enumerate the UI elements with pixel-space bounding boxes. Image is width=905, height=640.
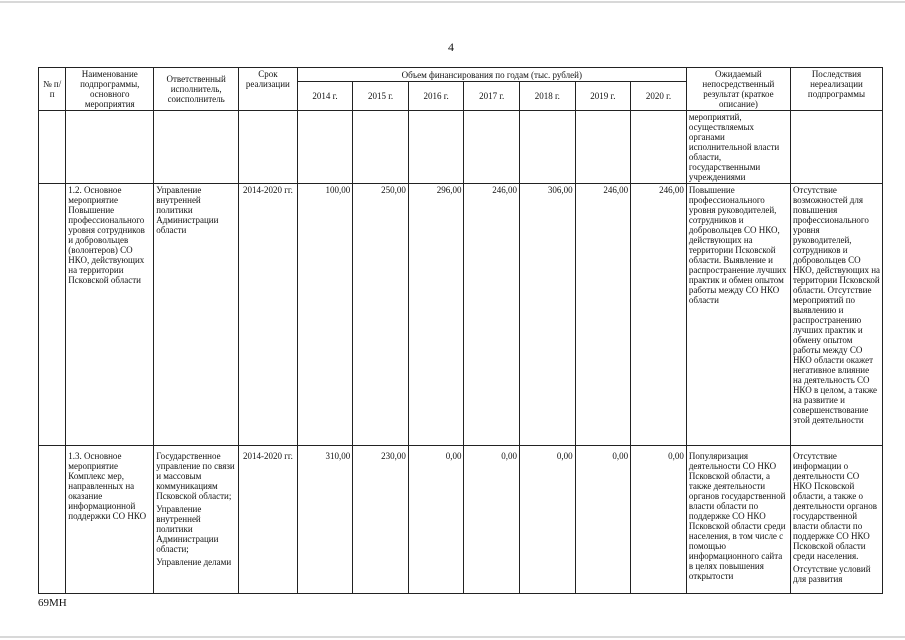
row-value: 250,00 xyxy=(353,184,409,446)
row-value: 0,00 xyxy=(464,446,520,594)
row-term: 2014-2020 гг. xyxy=(239,446,298,594)
row-num xyxy=(39,446,66,594)
header-consequences: Последствия нереализации подпрограммы xyxy=(790,68,882,111)
row-responsible xyxy=(154,111,239,184)
table-row xyxy=(39,184,883,446)
responsible-part: Управление делами xyxy=(156,557,232,567)
header-year: 2018 г. xyxy=(520,82,576,111)
row-value: 246,00 xyxy=(575,184,631,446)
row-result: Популяризация деятельности СО НКО Псковской области, а также деятельности органов государственной власти области по поддержке СО НКО Псковской области среди населения, в том числе с помощью информационного сайта в целях повышения открытости xyxy=(686,446,790,594)
row-value: 0,00 xyxy=(631,446,687,594)
header-year: 2014 г. xyxy=(297,82,353,111)
header-year: 2017 г. xyxy=(464,82,520,111)
row-value: 246,00 xyxy=(631,184,687,446)
financing-table xyxy=(38,67,883,594)
footer-code: 69МН xyxy=(38,597,67,609)
header-num: № п/п xyxy=(39,68,66,111)
row-value: 306,00 xyxy=(520,184,576,446)
consequence-part: Отсутствие информации о деятельности СО НКО Псковской области, а также о деятельности органов государственной власти области по поддержке СО НКО Псковской области среди населения. xyxy=(792,451,877,561)
row-value: 310,00 xyxy=(297,446,353,594)
header-responsible: Ответственный исполнитель, соисполнитель xyxy=(154,68,239,111)
row-value xyxy=(520,111,576,184)
row-value: 246,00 xyxy=(464,184,520,446)
row-value xyxy=(464,111,520,184)
row-num xyxy=(39,111,66,184)
row-num xyxy=(39,184,66,446)
scan-edge-top xyxy=(0,1,905,3)
row-value: 0,00 xyxy=(575,446,631,594)
row-name xyxy=(66,111,154,184)
row-result: Повышение профессионального уровня руководителей, сотрудников и добровольцев СО НКО, действующих на территории Псковской области. Выявление и распространение лучших практик и обмен опытом работы между СО НКО области xyxy=(686,184,790,446)
row-result: мероприятий, осуществляемых органами исполнительной власти области, государственными учреждениями xyxy=(686,111,790,184)
row-value xyxy=(297,111,353,184)
header-name: Наименование подпрограммы, основного мероприятия xyxy=(66,68,154,111)
row-name: 1.2. Основное мероприятие Повышение профессионального уровня сотрудников и добровольцев (волонтеров) СО НКО, действующих на территории Псковской области xyxy=(66,184,154,446)
row-value: 230,00 xyxy=(353,446,409,594)
header-year: 2019 г. xyxy=(575,82,631,111)
row-value: 296,00 xyxy=(408,184,464,446)
row-responsible xyxy=(154,446,239,594)
row-consequences xyxy=(790,111,882,184)
row-value xyxy=(408,111,464,184)
row-consequences xyxy=(790,446,882,594)
row-consequences: Отсутствие возможностей для повышения профессионального уровня руководителей, сотрудников и добровольцев СО НКО, действующих на территории Псковской области. Отсутствие мероприятий по выявлению и распространению лучших практик и обмену опытом работы между СО НКО области окажет негативное влияние на деятельность СО НКО в целом, а также на развитие и совершенствование этой деятельности xyxy=(790,184,882,446)
responsible-part: Управление внутренней политики Администрации области; xyxy=(156,504,219,554)
page-number: 4 xyxy=(448,40,454,54)
responsible-part: Государственное управление по связи и массовым коммуникациям Псковской области; xyxy=(156,451,235,501)
header-year: 2020 г. xyxy=(631,82,687,111)
header-result: Ожидаемый непосредственный результат (краткое описание) xyxy=(686,68,790,111)
table-row xyxy=(39,446,883,594)
row-responsible: Управление внутренней политики Администрации области xyxy=(154,184,239,446)
row-term: 2014-2020 гг. xyxy=(239,184,298,446)
scan-edge-bottom xyxy=(0,636,905,638)
row-value: 0,00 xyxy=(408,446,464,594)
consequence-part: Отсутствие условий для развития xyxy=(792,564,871,584)
row-value: 0,00 xyxy=(520,446,576,594)
header-term: Срок реализации xyxy=(239,68,298,111)
row-value xyxy=(631,111,687,184)
header-year: 2016 г. xyxy=(408,82,464,111)
row-value xyxy=(353,111,409,184)
row-value: 100,00 xyxy=(297,184,353,446)
row-value xyxy=(575,111,631,184)
header-year: 2015 г. xyxy=(353,82,409,111)
header-financing: Объем финансирования по годам (тыс. рублей) xyxy=(297,68,686,82)
table-row xyxy=(39,111,883,184)
row-name: 1.3. Основное мероприятие Комплекс мер, направленных на оказание информационной поддержки СО НКО xyxy=(66,446,154,594)
row-term xyxy=(239,111,298,184)
